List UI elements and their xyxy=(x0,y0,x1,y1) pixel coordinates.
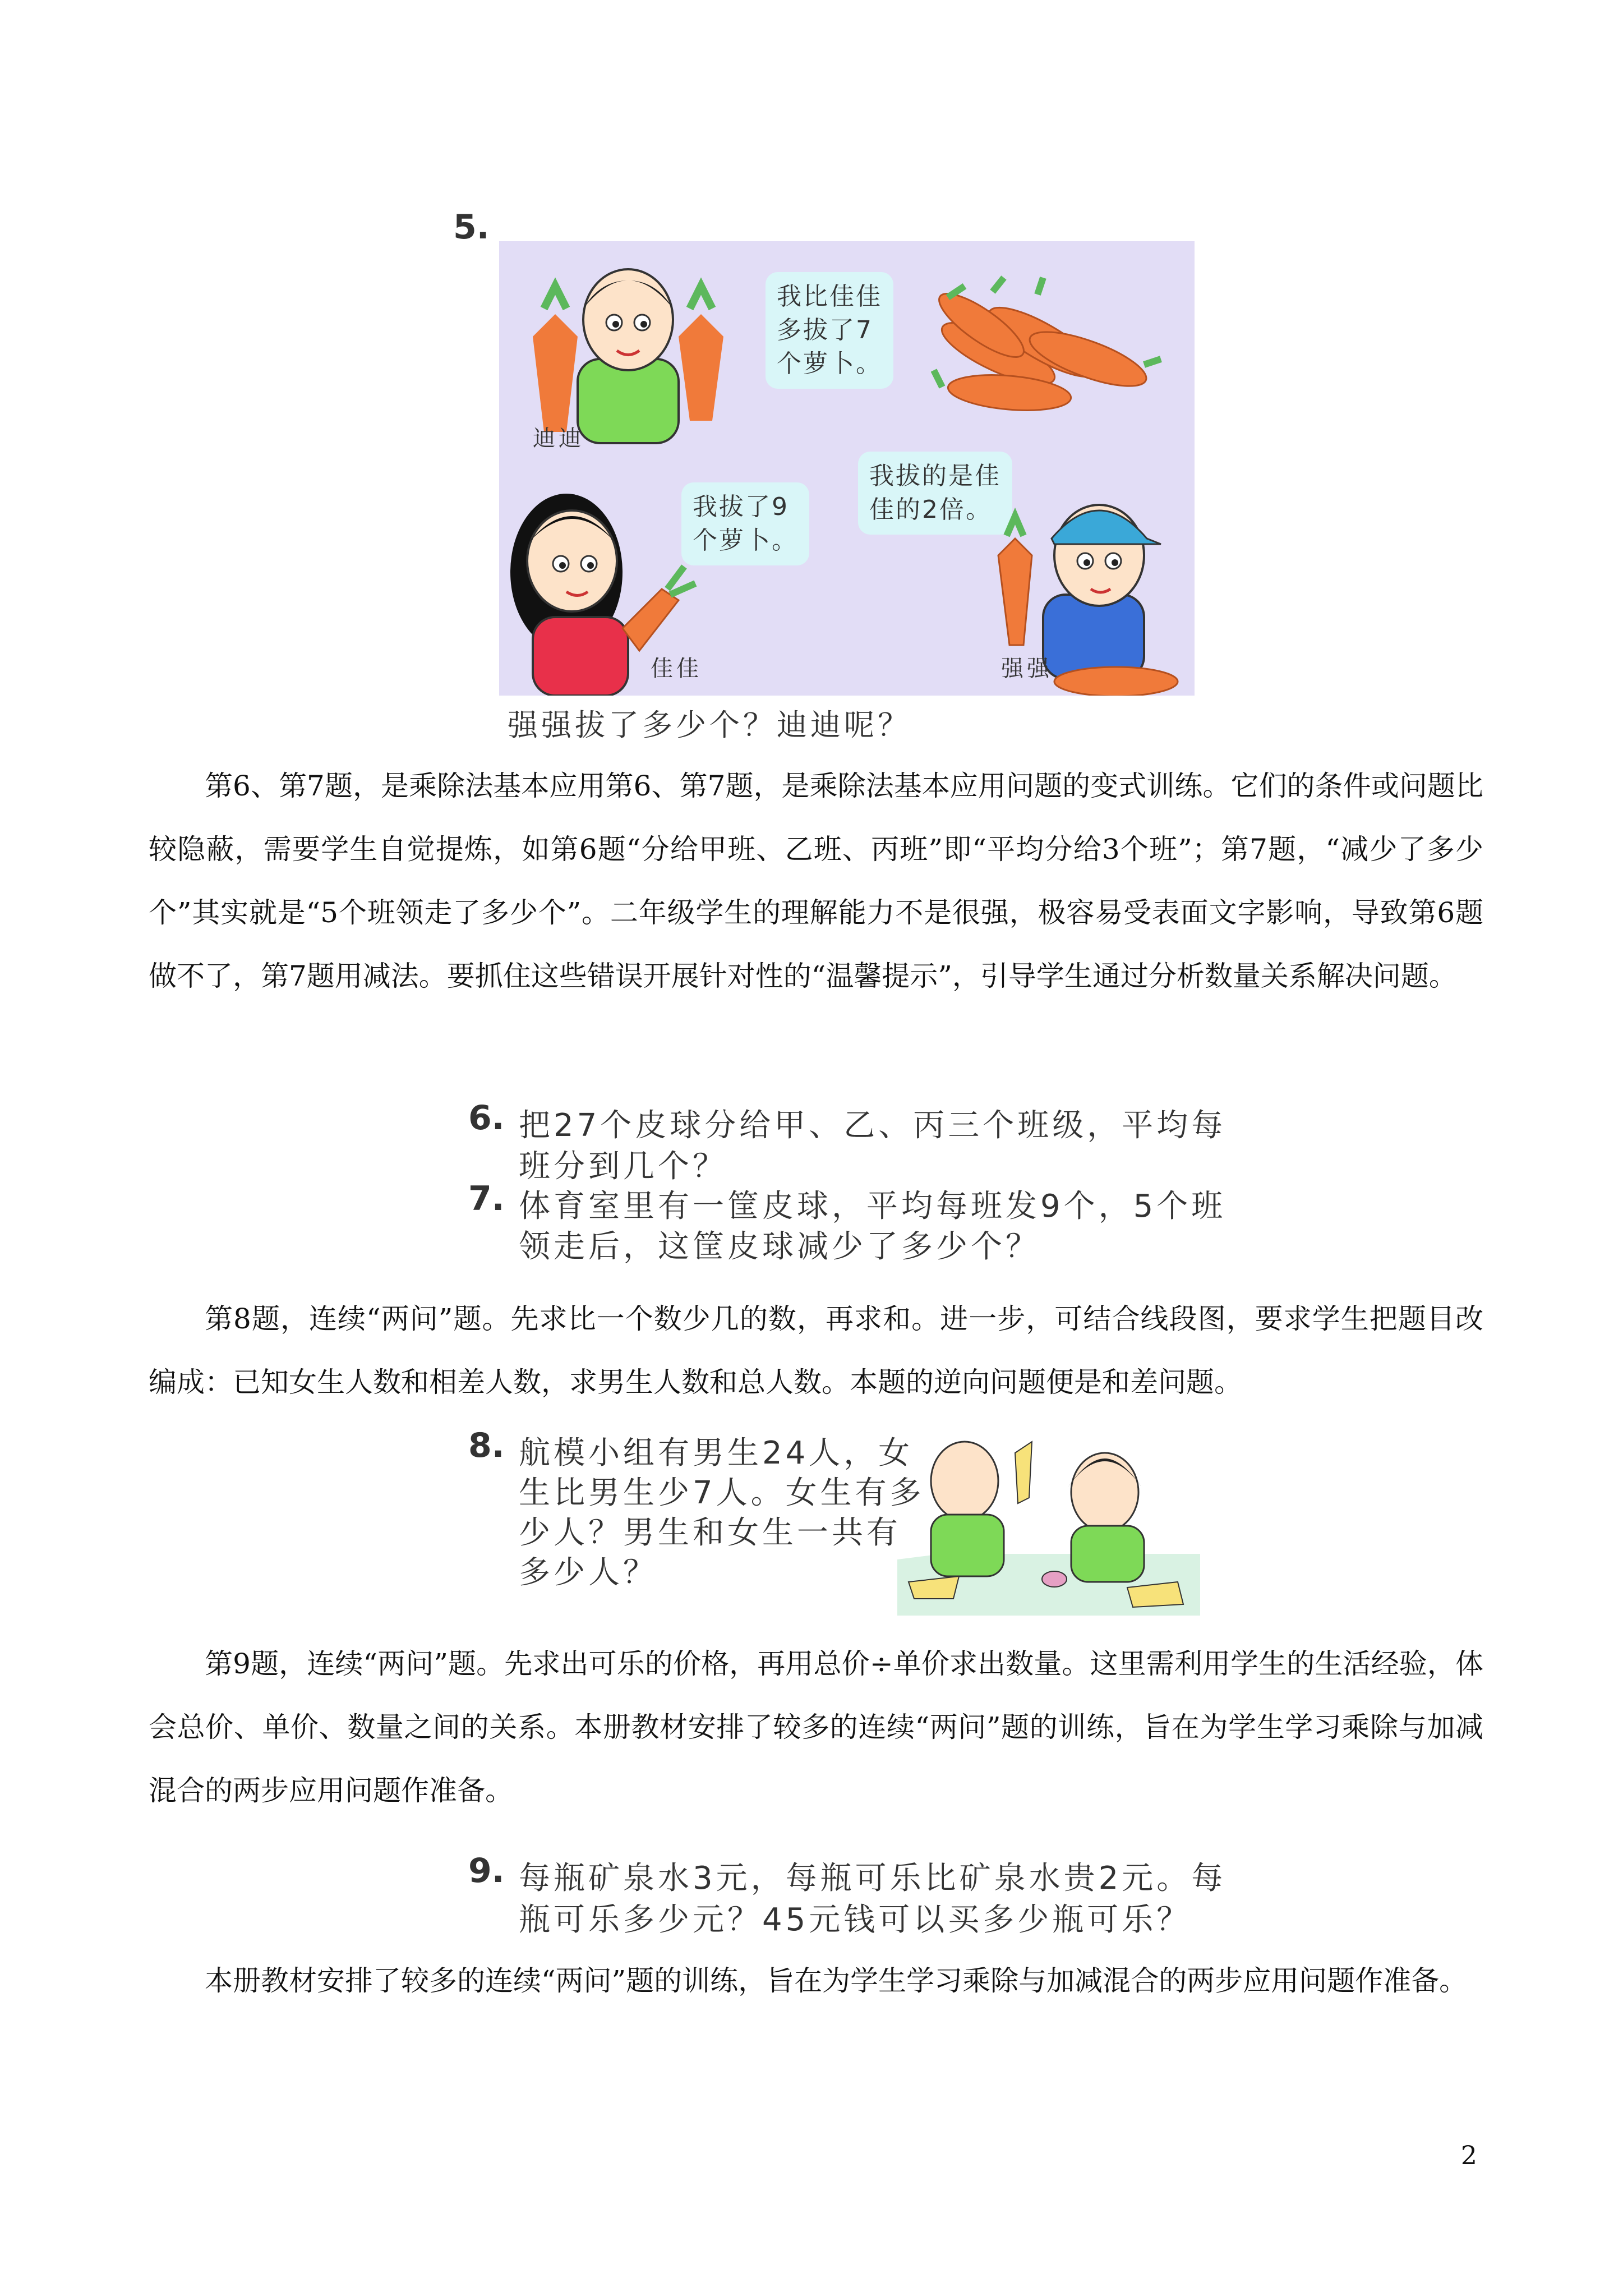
question-6-line-2: 班分到几个？ xyxy=(519,1148,727,1185)
name-label-jiajia: 佳佳 xyxy=(651,656,702,682)
paragraph-q9-explanation: 第9题，连续“两问”题。先求出可乐的价格，再用总价÷单价求出数量。这里需利用学生的生活经验，体会总价、单价、数量之间的关系。本册教材安排了较多的连续“两问”题的训练，旨在为学生学习乘除与加减混合的两步应用问题作准备。 xyxy=(149,1648,1483,1807)
paragraph-q6-q7-explanation: 第6、第7题，是乘除法基本应用第6、第7题，是乘除法基本应用问题的变式训练。它们的条件或问题比较隐蔽，需要学生自觉提炼，如第6题“分给甲班、乙班、丙班”即“平均分给3个班”；第7题，“减少了多少个”其实就是“5个班领走了多少个”。二年级学生的理解能力不是很强，极容易受表面文字影响，导致第6题做不了，第7题用减法。要抓住这些错误开展针对性的“温馨提示”，引导学生通过分析数量关系解决问题。 xyxy=(149,770,1483,992)
question-9-line-2: 瓶可乐多少元？45元钱可以买多少瓶可乐？ xyxy=(519,1902,1192,1938)
question-6-line-1: 把27个皮球分给甲、乙、丙三个班级，平均每 xyxy=(519,1107,1227,1144)
question-7-line-2: 领走后，这筐皮球减少了多少个？ xyxy=(519,1228,1040,1265)
question-8-line-2: 生比男生少7人。女生有多 xyxy=(519,1475,925,1511)
didi-speech-bubble: 我比佳佳 多拔了7 个萝卜。 xyxy=(766,272,893,389)
question-9-number: 9. xyxy=(468,1851,505,1890)
question-8-line-3: 少人？男生和女生一共有 xyxy=(519,1515,901,1551)
name-label-didi: 迪迪 xyxy=(533,426,584,452)
qiangqiang-speech-bubble: 我拔的是佳 佳的2倍。 xyxy=(858,452,1012,535)
question-9-line-1: 每瓶矿泉水3元，每瓶可乐比矿泉水贵2元。每 xyxy=(519,1860,1227,1897)
question-8-line-1: 航模小组有男生24人，女 xyxy=(519,1435,914,1471)
paragraph-q8-explanation: 第8题，连续“两问”题。先求比一个数少几的数，再求和。进一步，可结合线段图，要求学生把题目改编成：已知女生人数和相差人数，求男生人数和总人数。本题的逆向问题便是和差问题。 xyxy=(149,1303,1483,1398)
jiajia-speech-bubble: 我拔了9 个萝卜。 xyxy=(681,482,809,565)
paragraph-summary: 本册教材安排了较多的连续“两问”题的训练，旨在为学生学习乘除与加减混合的两步应用问题作准备。 xyxy=(205,1964,1468,1997)
question-5-number: 5. xyxy=(453,208,490,247)
question-7-line-1: 体育室里有一筐皮球，平均每班发9个，5个班 xyxy=(519,1188,1227,1225)
carrot-pile-illustration xyxy=(931,275,1166,421)
question-8-number: 8. xyxy=(468,1426,505,1465)
page-number: 2 xyxy=(1460,2140,1477,2170)
question-7-number: 7. xyxy=(468,1179,505,1218)
question-5-text: 强强拔了多少个？迪迪呢？ xyxy=(508,707,911,743)
name-label-qiangqiang: 强强 xyxy=(1001,656,1053,682)
model-team-kids-illustration xyxy=(897,1419,1211,1616)
question-8-line-4: 多少人？ xyxy=(519,1554,658,1591)
carrot-scene-illustration xyxy=(499,241,1195,696)
question-6-number: 6. xyxy=(468,1098,505,1138)
